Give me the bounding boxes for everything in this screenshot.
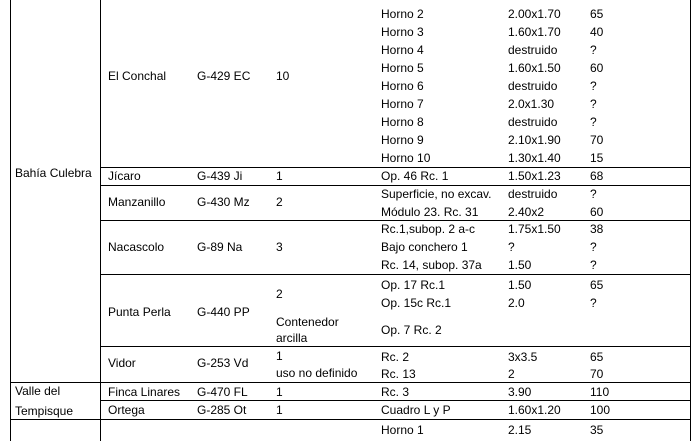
row-value: 110 bbox=[590, 385, 610, 399]
row-context: Rc.1,subop. 2 a-c bbox=[381, 222, 476, 236]
row-context: Horno 5 bbox=[381, 61, 424, 75]
site-count-ortega: 1 bbox=[276, 403, 283, 417]
site-name-manzanillo: Manzanillo bbox=[108, 195, 166, 209]
vidor-undefined-use: uso no definido bbox=[276, 366, 358, 380]
row-dimensions: 2.40x2 bbox=[508, 205, 545, 219]
row-value: 65 bbox=[590, 278, 604, 292]
row-context: Módulo 23. Rc. 31 bbox=[381, 205, 479, 219]
row-dimensions: 2.00x1.70 bbox=[508, 7, 561, 21]
row-context: Op. 17 Rc.1 bbox=[381, 278, 446, 292]
row-context: Rc. 2 bbox=[381, 350, 410, 364]
rule-left-edge bbox=[10, 0, 11, 441]
row-value: 60 bbox=[590, 205, 604, 219]
rule-perla-bottom bbox=[100, 346, 690, 347]
region-bahia-culebra: Bahía Culebra bbox=[15, 166, 92, 180]
row-dimensions: 1.60x1.70 bbox=[508, 25, 561, 39]
row-value: ? bbox=[590, 240, 597, 254]
row-dimensions: 1.50 bbox=[508, 258, 532, 272]
site-code-ortega: G-285 Ot bbox=[197, 403, 247, 417]
site-name-conchal: El Conchal bbox=[108, 69, 167, 83]
row-dimensions: 1.30x1.40 bbox=[508, 151, 561, 165]
row-value: 38 bbox=[590, 222, 604, 236]
row-value: 70 bbox=[590, 367, 604, 381]
site-name-vidor: Vidor bbox=[108, 356, 136, 370]
row-context: Horno 9 bbox=[381, 133, 424, 147]
row-context: Horno 8 bbox=[381, 115, 424, 129]
row-dimensions: 1.50x1.23 bbox=[508, 169, 561, 183]
site-count-vidor: 1 bbox=[276, 349, 283, 363]
row-dimensions: destruido bbox=[508, 115, 558, 129]
row-dimensions: 3x3.5 bbox=[508, 350, 538, 364]
row-dimensions: 2.0 bbox=[508, 296, 525, 310]
rule-linares-bottom bbox=[100, 400, 690, 401]
row-value: 70 bbox=[590, 133, 604, 147]
site-count-manzanillo: 2 bbox=[276, 195, 283, 209]
row-dimensions: destruido bbox=[508, 79, 558, 93]
row-value: 40 bbox=[590, 25, 604, 39]
row-dimensions: 2.10x1.90 bbox=[508, 133, 561, 147]
rule-region-divider bbox=[10, 382, 690, 383]
row-value: 15 bbox=[590, 151, 604, 165]
row-value: 68 bbox=[590, 169, 604, 183]
rule-jicaro-bottom bbox=[100, 185, 690, 186]
region-valle-line2: Tempisque bbox=[15, 404, 74, 418]
row-dimensions: destruido bbox=[508, 43, 558, 57]
site-code-nacascolo: G-89 Na bbox=[197, 240, 243, 254]
row-value: ? bbox=[590, 79, 597, 93]
rule-manzanillo-bottom bbox=[100, 220, 690, 221]
site-count-linares: 1 bbox=[276, 385, 283, 399]
site-count-perla: 2 bbox=[276, 287, 283, 301]
row-context: Horno 3 bbox=[381, 25, 424, 39]
row-context: Horno 2 bbox=[381, 7, 424, 21]
rule-right-edge bbox=[690, 0, 691, 441]
row-value: ? bbox=[590, 115, 597, 129]
row-context: Horno 7 bbox=[381, 97, 424, 111]
site-name-jicaro: Jícaro bbox=[108, 169, 141, 183]
site-code-perla: G-440 PP bbox=[197, 305, 250, 319]
row-dimensions: 1.60x1.50 bbox=[508, 61, 561, 75]
rule-nacascolo-bottom bbox=[100, 274, 690, 275]
row-context: Horno 10 bbox=[381, 151, 431, 165]
row-dimensions: 2 bbox=[508, 367, 515, 381]
row-context: Horno 1 bbox=[381, 423, 424, 437]
row-value: 100 bbox=[590, 403, 611, 417]
site-name-ortega: Ortega bbox=[108, 403, 145, 417]
site-code-conchal: G-429 EC bbox=[197, 69, 251, 83]
site-code-linares: G-470 FL bbox=[197, 385, 248, 399]
row-value: 35 bbox=[590, 423, 604, 437]
site-name-nacascolo: Nacascolo bbox=[108, 240, 165, 254]
site-code-vidor: G-253 Vd bbox=[197, 356, 249, 370]
site-count-jicaro: 1 bbox=[276, 169, 283, 183]
site-count-nacascolo: 3 bbox=[276, 240, 283, 254]
row-context: Op. 15c Rc.1 bbox=[381, 296, 452, 310]
row-dimensions: 2.0x1.30 bbox=[508, 97, 555, 111]
row-context: Rc. 3 bbox=[381, 385, 410, 399]
row-context: Horno 6 bbox=[381, 79, 424, 93]
row-value: ? bbox=[590, 97, 597, 111]
row-context: Horno 4 bbox=[381, 43, 424, 57]
row-context: Rc. 13 bbox=[381, 367, 416, 381]
row-dimensions: ? bbox=[508, 240, 515, 254]
region-valle-line1: Valle del bbox=[15, 384, 61, 398]
row-dimensions: destruido bbox=[508, 187, 558, 201]
row-context: Rc. 14, subop. 37a bbox=[381, 258, 482, 272]
row-value: ? bbox=[590, 187, 597, 201]
row-value: ? bbox=[590, 258, 597, 272]
row-context: Cuadro L y P bbox=[381, 403, 451, 417]
rule-site-column bbox=[100, 0, 101, 441]
row-dimensions: 1.50 bbox=[508, 278, 532, 292]
row-dimensions: 1.60x1.20 bbox=[508, 403, 561, 417]
row-value: 65 bbox=[590, 7, 604, 21]
site-count-conchal: 10 bbox=[276, 69, 290, 83]
row-value: ? bbox=[590, 296, 597, 310]
site-name-linares: Finca Linares bbox=[108, 385, 181, 399]
row-dimensions: 3.90 bbox=[508, 385, 532, 399]
row-context: Op. 7 Rc. 2 bbox=[381, 323, 442, 337]
perla-container-line2: arcilla bbox=[276, 331, 308, 345]
row-value: ? bbox=[590, 43, 597, 57]
row-dimensions: 2.15 bbox=[508, 423, 532, 437]
row-context: Op. 46 Rc. 1 bbox=[381, 169, 449, 183]
rule-jicaro-top bbox=[100, 167, 690, 168]
site-name-perla: Punta Perla bbox=[108, 305, 171, 319]
rule-valle-bottom bbox=[10, 419, 690, 420]
row-value: 60 bbox=[590, 61, 604, 75]
row-dimensions: 1.75x1.50 bbox=[508, 222, 561, 236]
perla-container-line1: Contenedor bbox=[276, 315, 339, 329]
row-context: Superficie, no excav. bbox=[381, 187, 492, 201]
row-context: Bajo conchero 1 bbox=[381, 240, 468, 254]
site-code-jicaro: G-439 Ji bbox=[197, 169, 243, 183]
row-value: 65 bbox=[590, 350, 604, 364]
site-code-manzanillo: G-430 Mz bbox=[197, 195, 250, 209]
